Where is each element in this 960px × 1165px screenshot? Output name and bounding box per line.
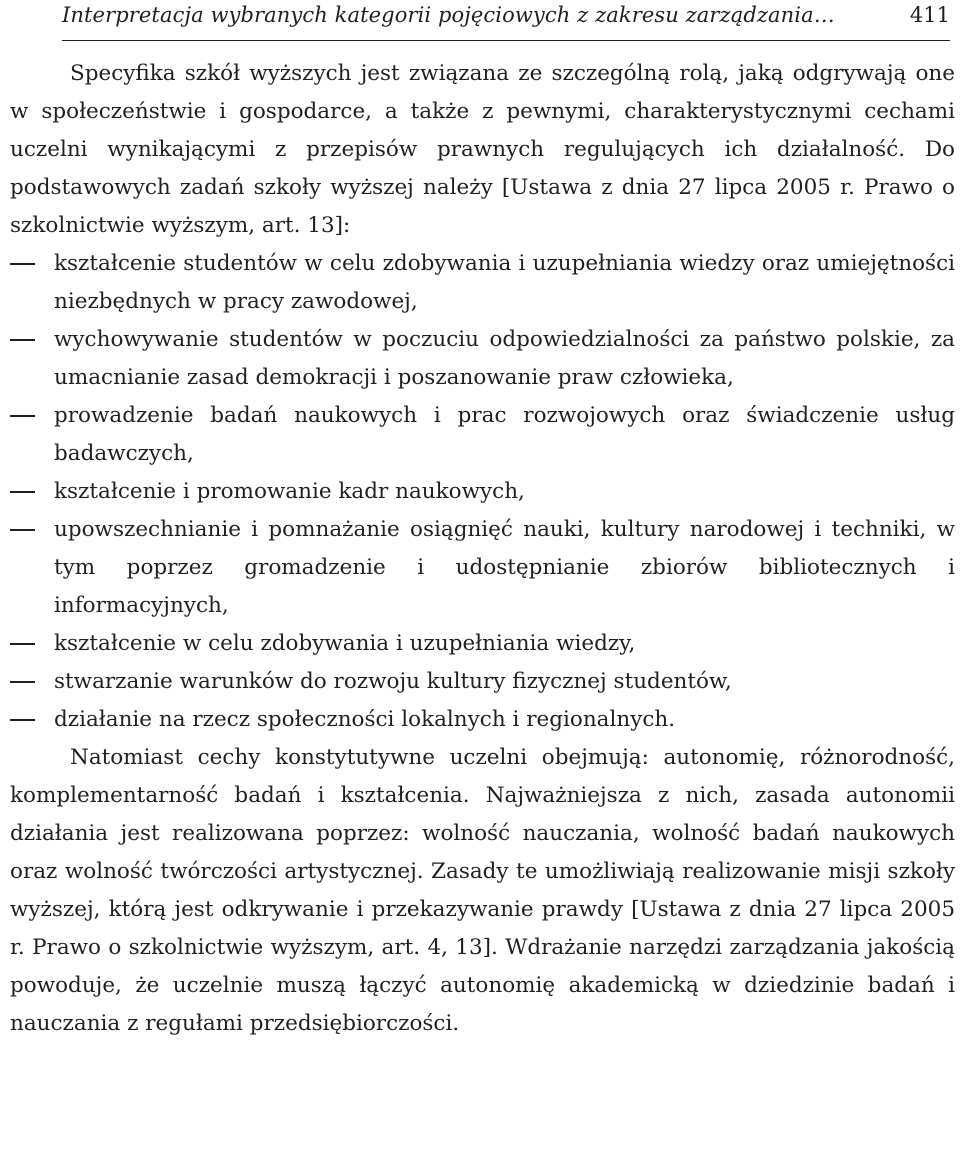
tasks-list	[10, 245, 955, 739]
page-number: 411	[909, 3, 950, 27]
dash-bullet	[10, 643, 35, 645]
paragraph-intro: Specyfika szkół wyższych jest związana ze szczególną rolą, jaką odgrywają one w społeczeństwie i gospodarce, a także z pewnymi, charakterystycznymi cechami uczelni wynikającymi z przepisów prawnych regulujących ich działalność. Do podstawowych zadań szkoły wyższej należy [Ustawa z dnia 27 lipca 2005 r. Prawo o szkolnictwie wyższym, art. 13]:	[10, 61, 955, 238]
list-item-text: kształcenie studentów w celu zdobywania i uzupełniania wiedzy oraz umiejętności niezbędnych w pracy zawodowej,	[54, 251, 955, 314]
header-title: Interpretacja wybranych kategorii pojęciowych z zakresu zarządzania…	[62, 3, 835, 27]
list-item-text: prowadzenie badań naukowych i prac rozwojowych oraz świadczenie usług badawczych,	[54, 403, 955, 466]
list-item	[10, 321, 955, 397]
page-body	[10, 55, 955, 1043]
list-item	[10, 245, 955, 321]
list-item-text: stwarzanie warunków do rozwoju kultury fizycznej studentów,	[54, 669, 732, 694]
dash-bullet	[10, 719, 35, 721]
running-header	[62, 0, 950, 41]
dash-bullet	[10, 339, 35, 341]
paragraph-features: Natomiast cechy konstytutywne uczelni obejmują: autonomię, różnorodność, komplementarność badań i kształcenia. Najważniejsza z nich, zasada autonomii działania jest realizowana poprzez: wolność nauczania, wolność badań naukowych oraz wolność twórczości artystycznej. Zasady te umożliwiają realizowanie misji szkoły wyższej, którą jest odkrywanie i przekazywanie prawdy [Ustawa z dnia 27 lipca 2005 r. Prawo o szkolnictwie wyższym, art. 4, 13]. Wdrażanie narzędzi zarządzania jakością powoduje, że uczelnie muszą łączyć autonomię akademicką w dziedzinie badań i nauczania z regułami przedsiębiorczości.	[10, 745, 955, 1036]
list-item	[10, 663, 955, 701]
dash-bullet	[10, 491, 35, 493]
list-item-text: kształcenie i promowanie kadr naukowych,	[54, 479, 525, 504]
dash-bullet	[10, 263, 35, 265]
list-item	[10, 625, 955, 663]
dash-bullet	[10, 415, 35, 417]
list-item	[10, 511, 955, 625]
list-item-text: wychowywanie studentów w poczuciu odpowiedzialności za państwo polskie, za umacnianie zasad demokracji i poszanowanie praw człowieka,	[54, 327, 955, 390]
list-item	[10, 397, 955, 473]
dash-bullet	[10, 529, 35, 531]
list-item	[10, 473, 955, 511]
list-item-text: upowszechnianie i pomnażanie osiągnięć nauki, kultury narodowej i techniki, w tym poprzez gromadzenie i udostępnianie zbiorów bibliotecznych i informacyjnych,	[54, 517, 955, 618]
list-item-text: kształcenie w celu zdobywania i uzupełniania wiedzy,	[54, 631, 636, 656]
list-item	[10, 701, 955, 739]
list-item-text: działanie na rzecz społeczności lokalnych i regionalnych.	[54, 707, 676, 732]
dash-bullet	[10, 681, 35, 683]
